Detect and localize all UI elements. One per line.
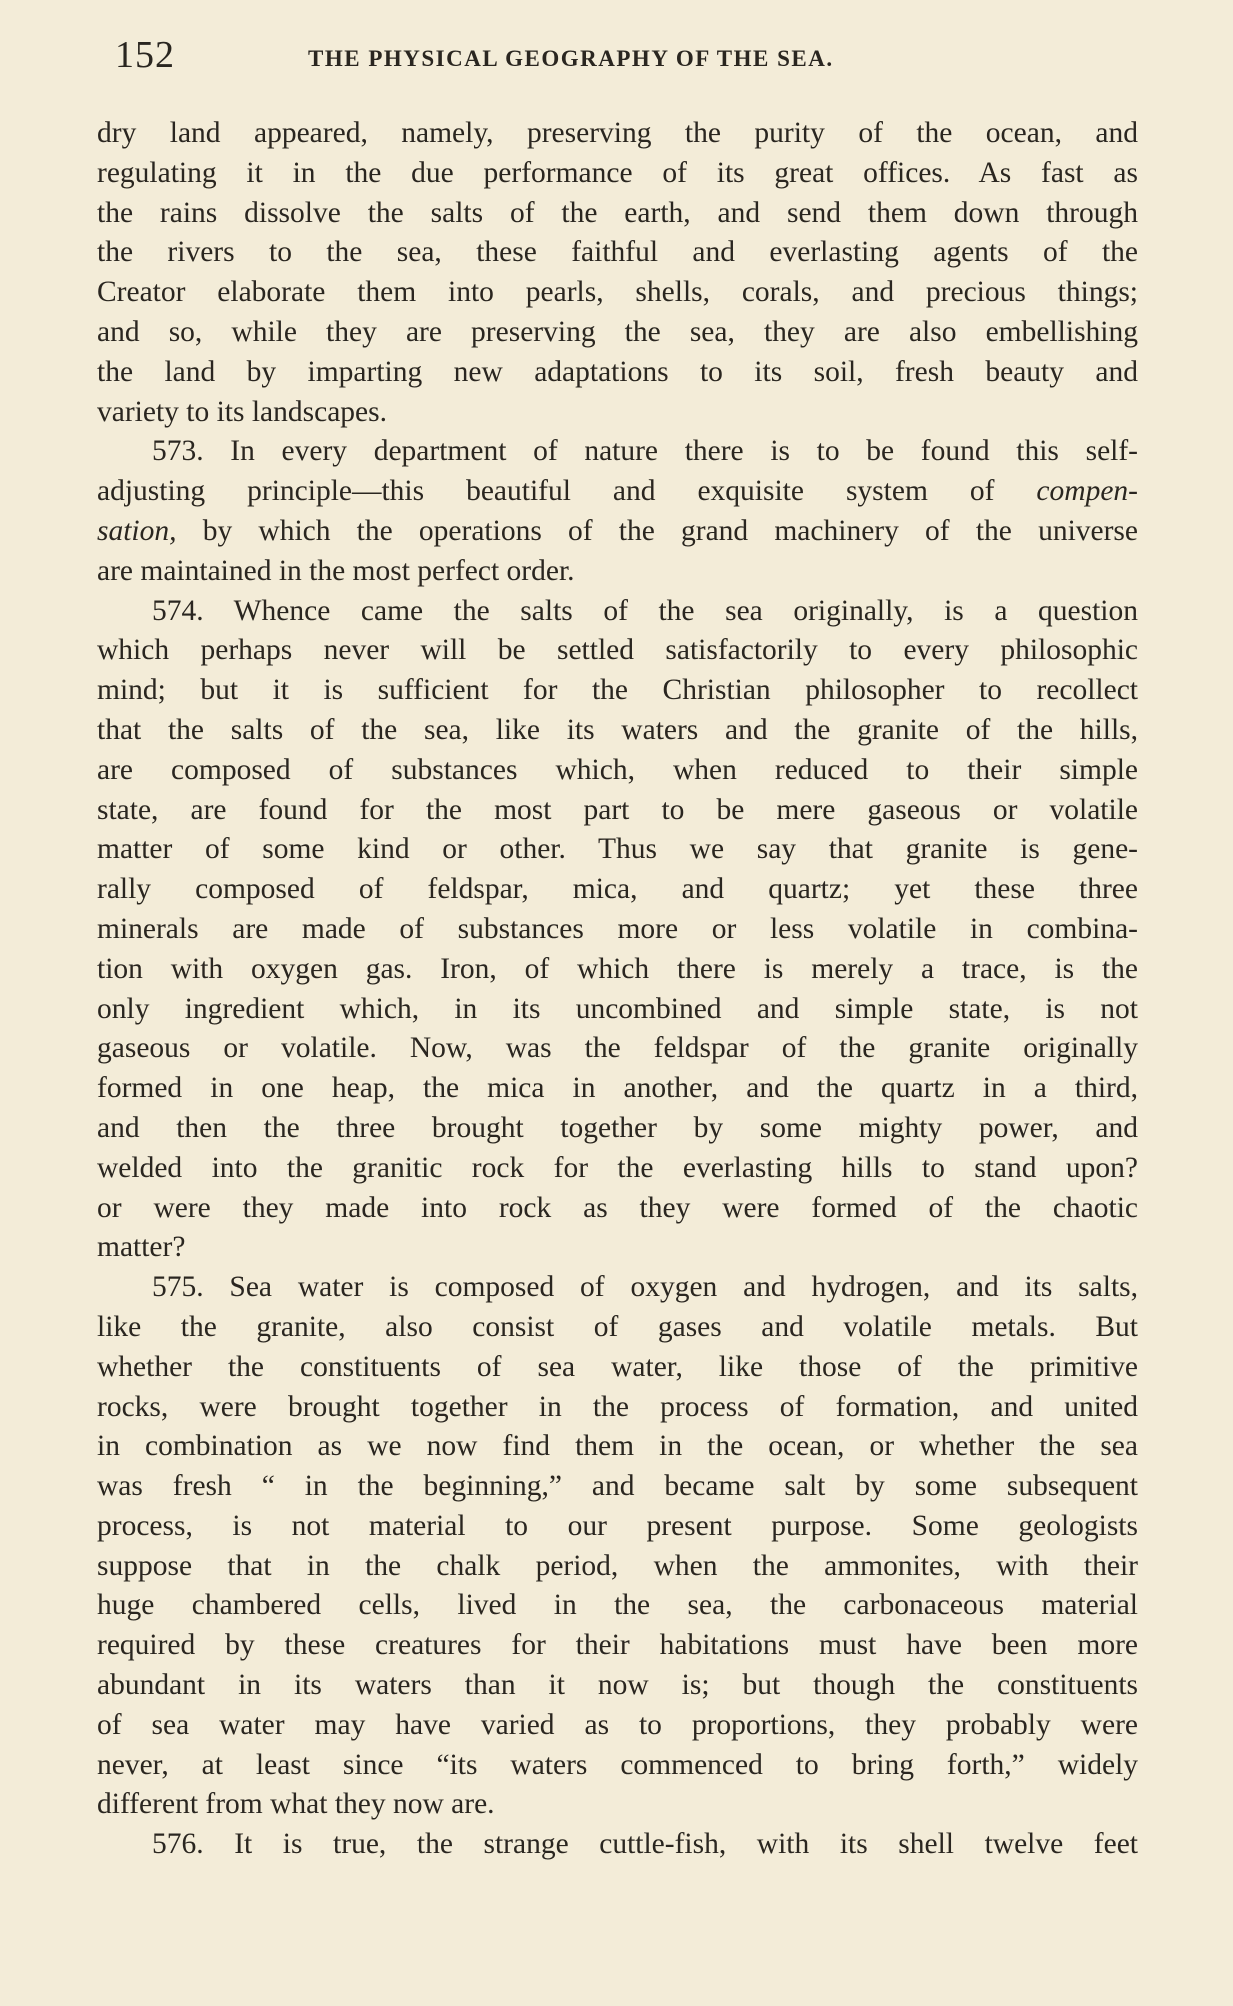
page-header bbox=[115, 32, 1145, 82]
text-run: adjusting principle—this beautiful and exquisite system of bbox=[97, 475, 1037, 508]
paragraph-573-start: 573. In every department of nature there is to be found this self- bbox=[152, 435, 1138, 468]
text-line: are composed of substances which, when reduced to their simple bbox=[97, 753, 1138, 786]
text-line: matter of some kind or other. Thus we say that granite is gene- bbox=[97, 833, 1138, 866]
text-line: required by these creatures for their habitations must have been more bbox=[97, 1629, 1138, 1662]
paragraph-574-start: 574. Whence came the salts of the sea originally, is a question bbox=[152, 594, 1138, 627]
text-line: different from what they now are. bbox=[97, 1788, 495, 1821]
text-line: dry land appeared, namely, preserving the purity of the ocean, and bbox=[97, 117, 1138, 149]
text-line: abundant in its waters than it now is; but though the constituents bbox=[97, 1669, 1138, 1702]
text-line: suppose that in the chalk period, when the ammonites, with their bbox=[97, 1549, 1138, 1582]
text-line: regulating it in the due performance of its great offices. As fast as bbox=[97, 156, 1138, 189]
text-line: tion with oxygen gas. Iron, of which there is merely a trace, is the bbox=[97, 952, 1138, 985]
paragraph-575-start: 575. Sea water is composed of oxygen and hydrogen, and its salts, bbox=[152, 1271, 1138, 1304]
text-line: which perhaps never will be settled satisfactorily to every philosophic bbox=[97, 634, 1138, 667]
text-line: the land by imparting new adaptations to its soil, fresh beauty and bbox=[97, 355, 1138, 388]
text-line: are maintained in the most perfect order. bbox=[97, 554, 575, 587]
text-line-with-italic bbox=[97, 472, 1138, 512]
text-line: state, are found for the most part to be mere gaseous or volatile bbox=[97, 793, 1138, 826]
text-line: in combination as we now find them in the ocean, or whether the sea bbox=[97, 1430, 1138, 1463]
text-line: minerals are made of substances more or less volatile in combina- bbox=[97, 912, 1138, 945]
text-line: only ingredient which, in its uncombined and simple state, is not bbox=[97, 992, 1138, 1025]
text-line: and so, while they are preserving the sea, they are also embellishing bbox=[97, 315, 1138, 348]
text-line: gaseous or volatile. Now, was the feldspar of the granite originally bbox=[97, 1032, 1138, 1065]
text-line: mind; but it is sufficient for the Christian philosopher to recollect bbox=[97, 674, 1138, 707]
text-line: formed in one heap, the mica in another, and the quartz in a third, bbox=[97, 1072, 1138, 1105]
page-number: 152 bbox=[115, 34, 175, 76]
text-line: or were they made into rock as they were formed of the chaotic bbox=[97, 1191, 1138, 1224]
text-line: Creator elaborate them into pearls, shells, corals, and precious things; bbox=[97, 276, 1138, 309]
italic-term: sation, bbox=[97, 514, 177, 547]
body-text bbox=[97, 114, 1138, 1865]
text-line: matter? bbox=[97, 1231, 186, 1264]
text-line: rally composed of feldspar, mica, and quartz; yet these three bbox=[97, 873, 1138, 906]
paragraph-576-start: 576. It is true, the strange cuttle-fish, with its shell twelve feet bbox=[152, 1828, 1138, 1861]
text-line: that the salts of the sea, like its waters and the granite of the hills, bbox=[97, 713, 1138, 746]
text-line: process, is not material to our present purpose. Some geologists bbox=[97, 1509, 1138, 1542]
text-line: and then the three brought together by some mighty power, and bbox=[97, 1111, 1138, 1144]
text-line: rocks, were brought together in the process of formation, and united bbox=[97, 1390, 1138, 1423]
text-line: whether the constituents of sea water, like those of the primitive bbox=[97, 1350, 1138, 1383]
text-run: by which the operations of the grand machinery of the universe bbox=[176, 514, 1138, 547]
text-line: like the granite, also consist of gases and volatile metals. But bbox=[97, 1310, 1138, 1343]
text-line: variety to its landscapes. bbox=[97, 395, 388, 428]
text-line: of sea water may have varied as to proportions, they probably were bbox=[97, 1708, 1138, 1741]
text-line: the rains dissolve the salts of the earth, and send them down through bbox=[97, 196, 1138, 229]
text-line: was fresh “ in the beginning,” and became salt by some subsequent bbox=[97, 1470, 1138, 1503]
running-head: THE PHYSICAL GEOGRAPHY OF THE SEA. bbox=[308, 46, 834, 71]
text-line: welded into the granitic rock for the everlasting hills to stand upon? bbox=[97, 1151, 1138, 1184]
text-line: huge chambered cells, lived in the sea, the carbonaceous material bbox=[97, 1589, 1138, 1622]
text-line: never, at least since “its waters commenced to bring forth,” widely bbox=[97, 1748, 1138, 1781]
text-line-with-italic bbox=[97, 512, 1138, 552]
italic-term: compen- bbox=[1036, 475, 1138, 508]
text-line: the rivers to the sea, these faithful and everlasting agents of the bbox=[97, 236, 1138, 269]
